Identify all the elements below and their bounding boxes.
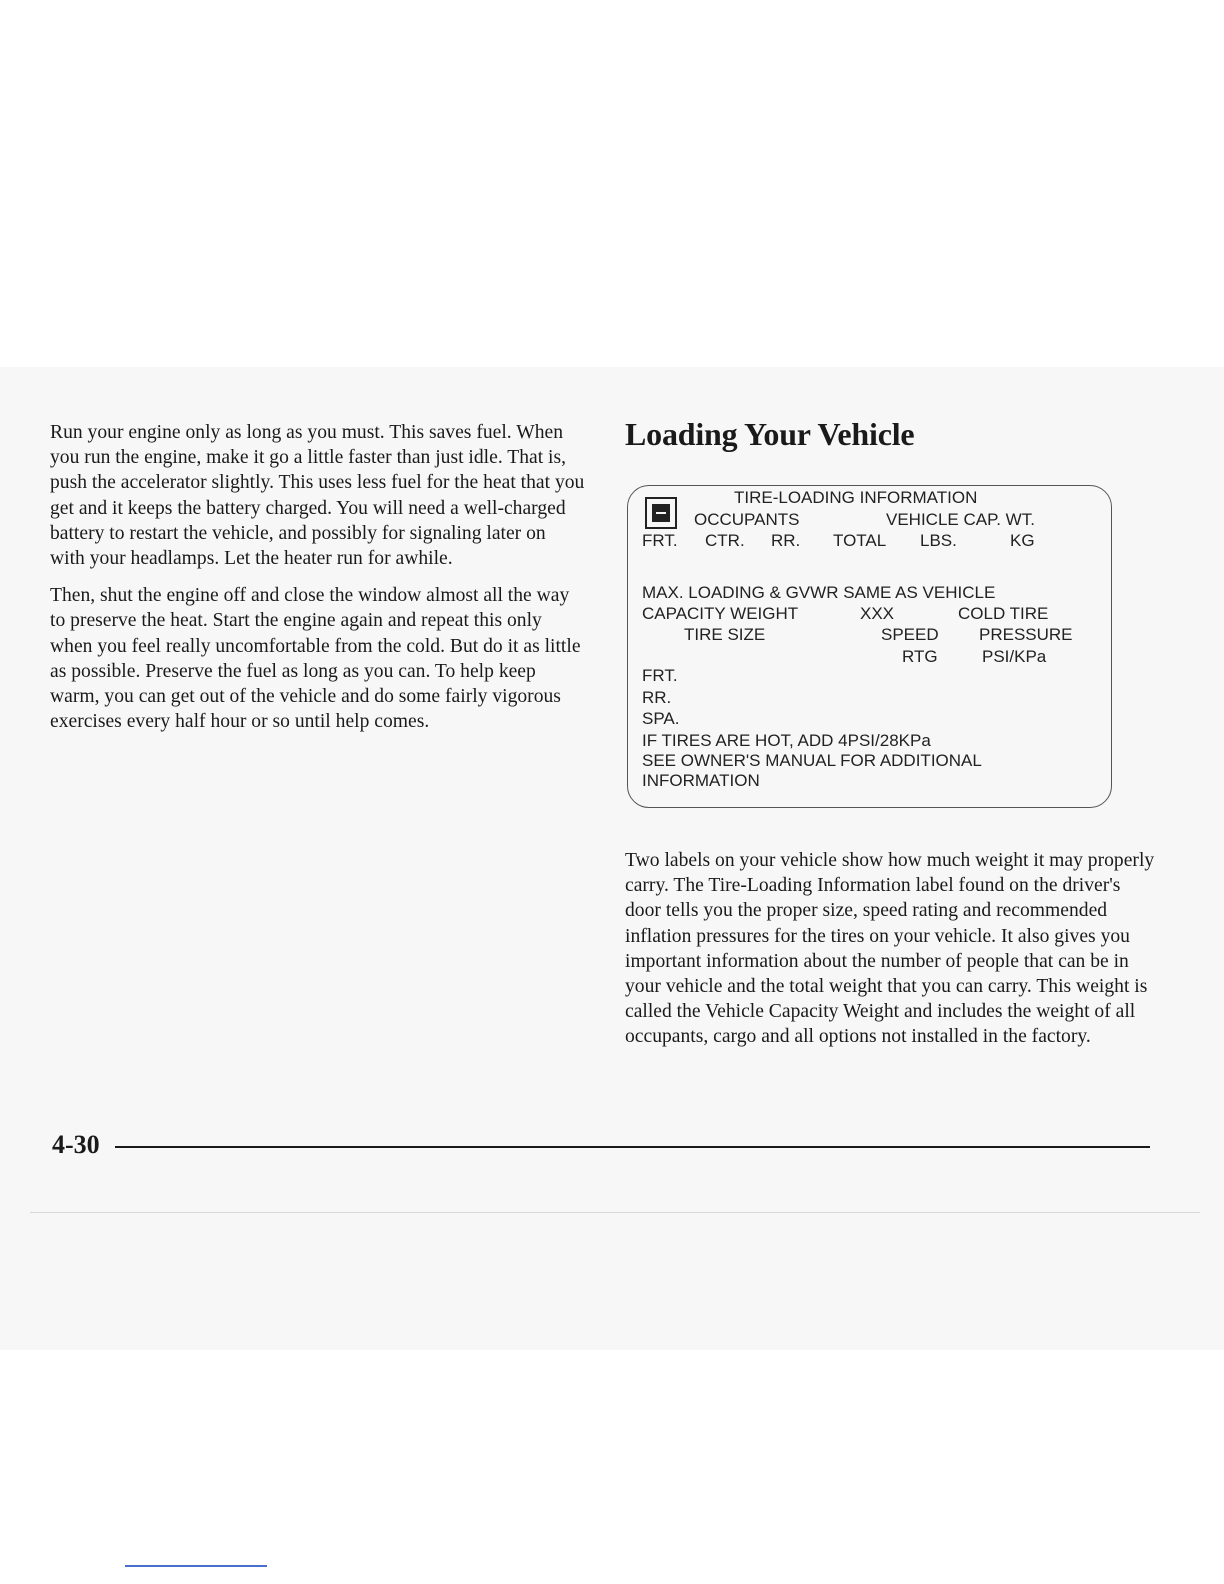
body-paragraph-labels: Two labels on your vehicle show how much weight it may properly carry. The Tire-Loading Information label found on the driver's door tells you the proper size, speed rating and recommended inflation pressures for the tires on your vehicle. It also gives you important information about the number of people that can be in your vehicle and the total weight that you can carry. This weight is called the Vehicle Capacity Weight and includes the weight of all occupants, cargo and all options not installed in the factory. [625,850,1155,1048]
tire-loading-label [627,485,1112,808]
label-xxx: XXX [860,604,895,623]
label-frt: FRT. [642,531,678,550]
label-ctr: CTR. [705,531,745,550]
label-row-frt: FRT. [642,666,678,685]
label-vehicle-cap-wt: VEHICLE CAP. WT. [886,510,1035,529]
label-lbs: LBS. [920,531,957,550]
label-row-spa: SPA. [642,709,680,728]
bottom-link-underline [125,1565,267,1567]
label-capacity-weight: CAPACITY WEIGHT [642,604,799,623]
label-rtg: RTG [902,647,938,666]
label-psi-kpa: PSI/KPa [982,647,1047,666]
label-row-rr: RR. [642,688,672,707]
label-kg: KG [1010,531,1035,550]
label-rr: RR. [771,531,801,550]
label-total: TOTAL [833,531,887,550]
section-heading: Loading Your Vehicle [625,416,915,452]
left-column [50,420,585,746]
scan-divider [30,1212,1200,1213]
label-see-manual-2: INFORMATION [642,771,760,790]
label-occupants: OCCUPANTS [694,510,800,529]
label-hot-note: IF TIRES ARE HOT, ADD 4PSI/28KPa [642,731,931,750]
label-speed: SPEED [881,625,939,644]
footer-rule [115,1146,1150,1148]
label-title: TIRE-LOADING INFORMATION [734,488,978,507]
label-max-loading: MAX. LOADING & GVWR SAME AS VEHICLE [642,583,996,602]
body-paragraph-engine: Run your engine only as long as you must. This saves fuel. When you run the engine, make it go a little faster than just idle. That is, push the accelerator slightly. This uses less fuel for the heat that you get and it keeps the battery charged. You will need a well-charged battery to restart the vehicle, and possibly for signaling later on with your headlamps. Let the heater run for awhile. [50,422,585,570]
label-see-manual-1: SEE OWNER'S MANUAL FOR ADDITIONAL [642,751,982,770]
gm-logo-icon [645,497,677,529]
body-paragraph-preserve-heat: Then, shut the engine off and close the window almost all the way to preserve the heat. Start the engine again and repeat this only when you feel really uncomfortable from the cold. But do it as little as possible. Preserve the fuel as long as you can. To help keep warm, you can get out of the vehicle and do some fairly vigorous exercises every half hour or so until help comes. [50,585,581,733]
page-number: 4-30 [52,1130,100,1159]
label-cold-tire: COLD TIRE [958,604,1049,623]
label-tire-size: TIRE SIZE [684,625,766,644]
label-pressure: PRESSURE [979,625,1073,644]
